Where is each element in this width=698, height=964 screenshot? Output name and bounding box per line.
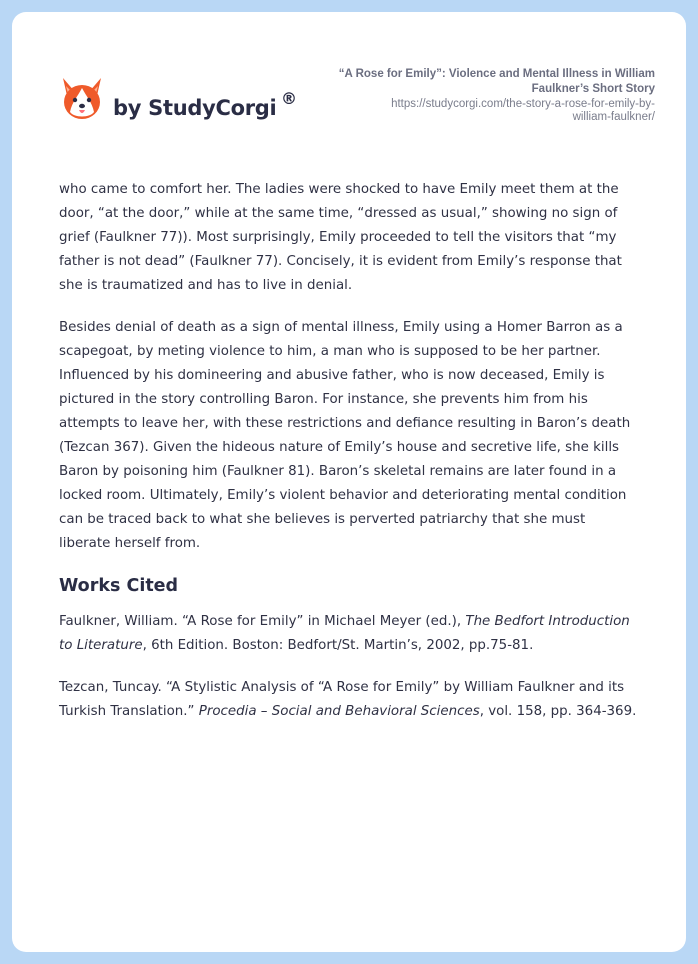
document-page (12, 12, 686, 952)
text-line: Faulkner, William. “A Rose for Emily” in Michael Meyer (ed.), The Bedfort Introduction (59, 614, 630, 629)
studycorgi-logo[interactable] (60, 76, 320, 140)
document-url[interactable] (325, 98, 655, 124)
text-line: grief (Faulkner 77)). Most surprisingly, Emily proceeded to tell the visitors that “my (59, 230, 617, 245)
text-line: Tezcan, Tuncay. “A Stylistic Analysis of “A Rose for Emily” by William Faulkner and its (59, 680, 625, 695)
text-line: (Tezcan 367). Given the hideous nature of Emily’s house and secretive life, she kills (59, 440, 620, 455)
text-line: liberate herself from. (59, 536, 201, 551)
document-body (59, 178, 659, 724)
document-title (305, 67, 655, 97)
text-line: door, “at the door,” while at the same time, “dressed as usual,” showing no sign of (59, 206, 618, 221)
corgi-icon (60, 76, 104, 122)
text-line: Influenced by his domineering and abusive father, who is now deceased, Emily is (59, 368, 605, 383)
paragraph-mental-illness (59, 316, 659, 556)
text-line: locked room. Ultimately, Emily’s violent behavior and deteriorating mental condition (59, 488, 627, 503)
text-line: attempts to leave her, with these restrictions and defiance resulting in Baron’s death (59, 416, 631, 431)
brand-name: by StudyCorgi (113, 96, 277, 120)
text-line: father is not dead” (Faulkner 77). Concisely, it is evident from Emily’s response that (59, 254, 622, 269)
text-line: she is traumatized and has to live in denial. (59, 278, 353, 293)
registered-mark: ® (281, 89, 297, 108)
document-title-line: Faulkner’s Short Story (531, 83, 655, 95)
paragraph-continuation (59, 178, 659, 298)
document-url-line: https://studycorgi.com/the-story-a-rose-for-emily-by- (391, 98, 655, 110)
text-line: Besides denial of death as a sign of mental illness, Emily using a Homer Barron as a (59, 320, 623, 335)
text-line: who came to comfort her. The ladies were shocked to have Emily meet them at the (59, 182, 619, 197)
document-title-line: “A Rose for Emily”: Violence and Mental Illness in William (338, 68, 655, 80)
text-line: scapegoat, by meting violence to him, a man who is supposed to be her partner. (59, 344, 601, 359)
works-cited-heading: Works Cited (59, 576, 179, 596)
text-line: Turkish Translation.” Procedia – Social and Behavioral Sciences, vol. 158, pp. 364-369. (59, 704, 637, 719)
citation-tezcan (59, 676, 659, 724)
document-url-line: william-faulkner/ (572, 111, 655, 123)
text-line: to Literature, 6th Edition. Boston: Bedfort/St. Martin’s, 2002, pp.75-81. (59, 638, 534, 653)
text-line: Baron by poisoning him (Faulkner 81). Baron’s skeletal remains are later found in a (59, 464, 617, 479)
text-line: can be traced back to what she believes is perverted patriarchy that she must (59, 512, 586, 527)
citation-faulkner (59, 610, 659, 658)
text-line: pictured in the story controlling Baron. For instance, she prevents him from his (59, 392, 588, 407)
